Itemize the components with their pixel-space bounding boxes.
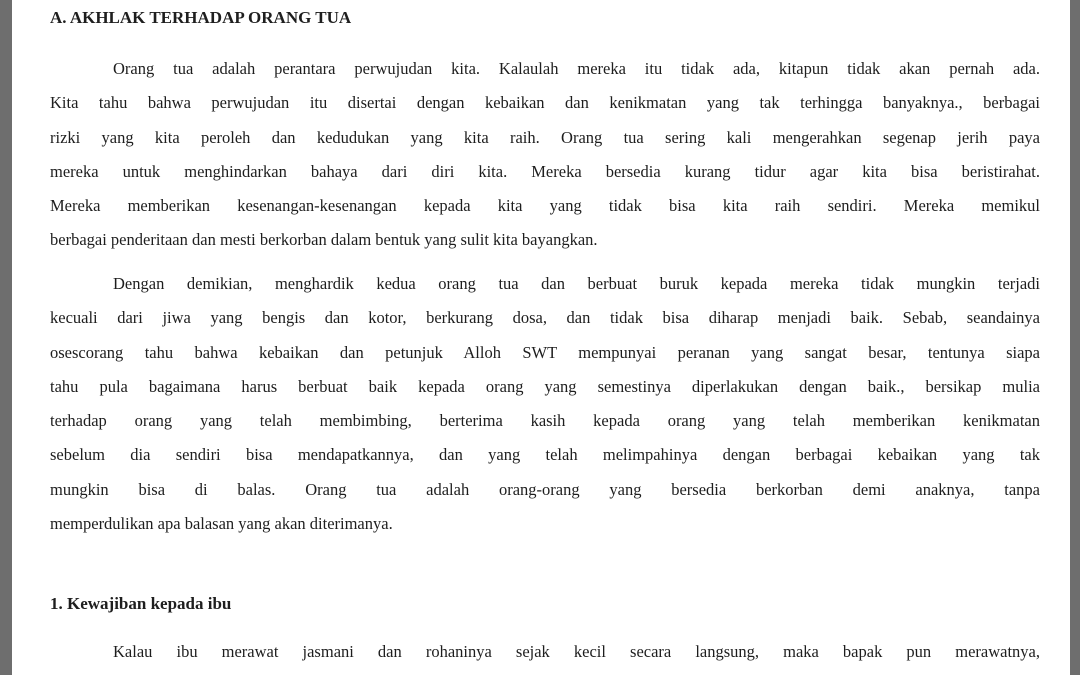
paragraph-1 [50,52,1040,258]
text-line: rizki yang kita peroleh dan kedudukan yang kita raih. Orang tua sering kali mengerahkan segenap jerih paya [50,127,1040,147]
paragraph-2 [50,267,1040,541]
text-line: Mereka memberikan kesenangan-kesenangan kepada kita yang tidak bisa kita raih sendiri. Mereka memikul [50,196,1040,216]
text-line: terhadap orang yang telah membimbing, berterima kasih kepada orang yang telah memberikan kenikmatan [50,411,1040,431]
paragraph-3 [50,635,1040,669]
text-line: mereka untuk menghindarkan bahaya dari diri kita. Mereka bersedia kurang tidur agar kita bisa beristirahat. [50,161,1040,181]
section-heading: A. AKHLAK TERHADAP ORANG TUA [50,8,352,27]
text-line: tahu pula bagaimana harus berbuat baik kepada orang yang semestinya diperlakukan dengan baik., bersikap mulia [50,376,1040,396]
text-line: sebelum dia sendiri bisa mendapatkannya, dan yang telah melimpahinya dengan berbagai kebaikan yang tak [50,445,1040,465]
text-line: kecuali dari jiwa yang bengis dan kotor, berkurang dosa, dan tidak bisa diharap menjadi baik. Sebab, seandainya [50,308,1040,328]
subsection-heading: 1. Kewajiban kepada ibu [50,594,232,613]
text-line: Orang tua adalah perantara perwujudan kita. Kalaulah mereka itu tidak ada, kitapun tidak akan pernah ada. [113,59,1040,78]
text-line: osescorang tahu bahwa kebaikan dan petunjuk Alloh SWT mempunyai peranan yang sangat besar, tentunya siapa [50,342,1040,362]
text-line: berbagai penderitaan dan mesti berkorban dalam bentuk yang sulit kita bayangkan. [50,230,598,250]
text-line: memperdulikan apa balasan yang akan diterimanya. [50,514,393,534]
text-line: Kalau ibu merawat jasmani dan rohaninya sejak kecil secara langsung, maka bapak pun merawatnya, [113,642,1040,661]
text-line: Kita tahu bahwa perwujudan itu disertai dengan kebaikan dan kenikmatan yang tak terhingga banyaknya., berbagai [50,93,1040,113]
document-page [12,0,1070,675]
text-line: Dengan demikian, menghardik kedua orang tua dan berbuat buruk kepada mereka tidak mungkin terjadi [113,274,1040,293]
text-line: mungkin bisa di balas. Orang tua adalah orang-orang yang bersedia berkorban demi anaknya, tanpa [50,479,1040,499]
